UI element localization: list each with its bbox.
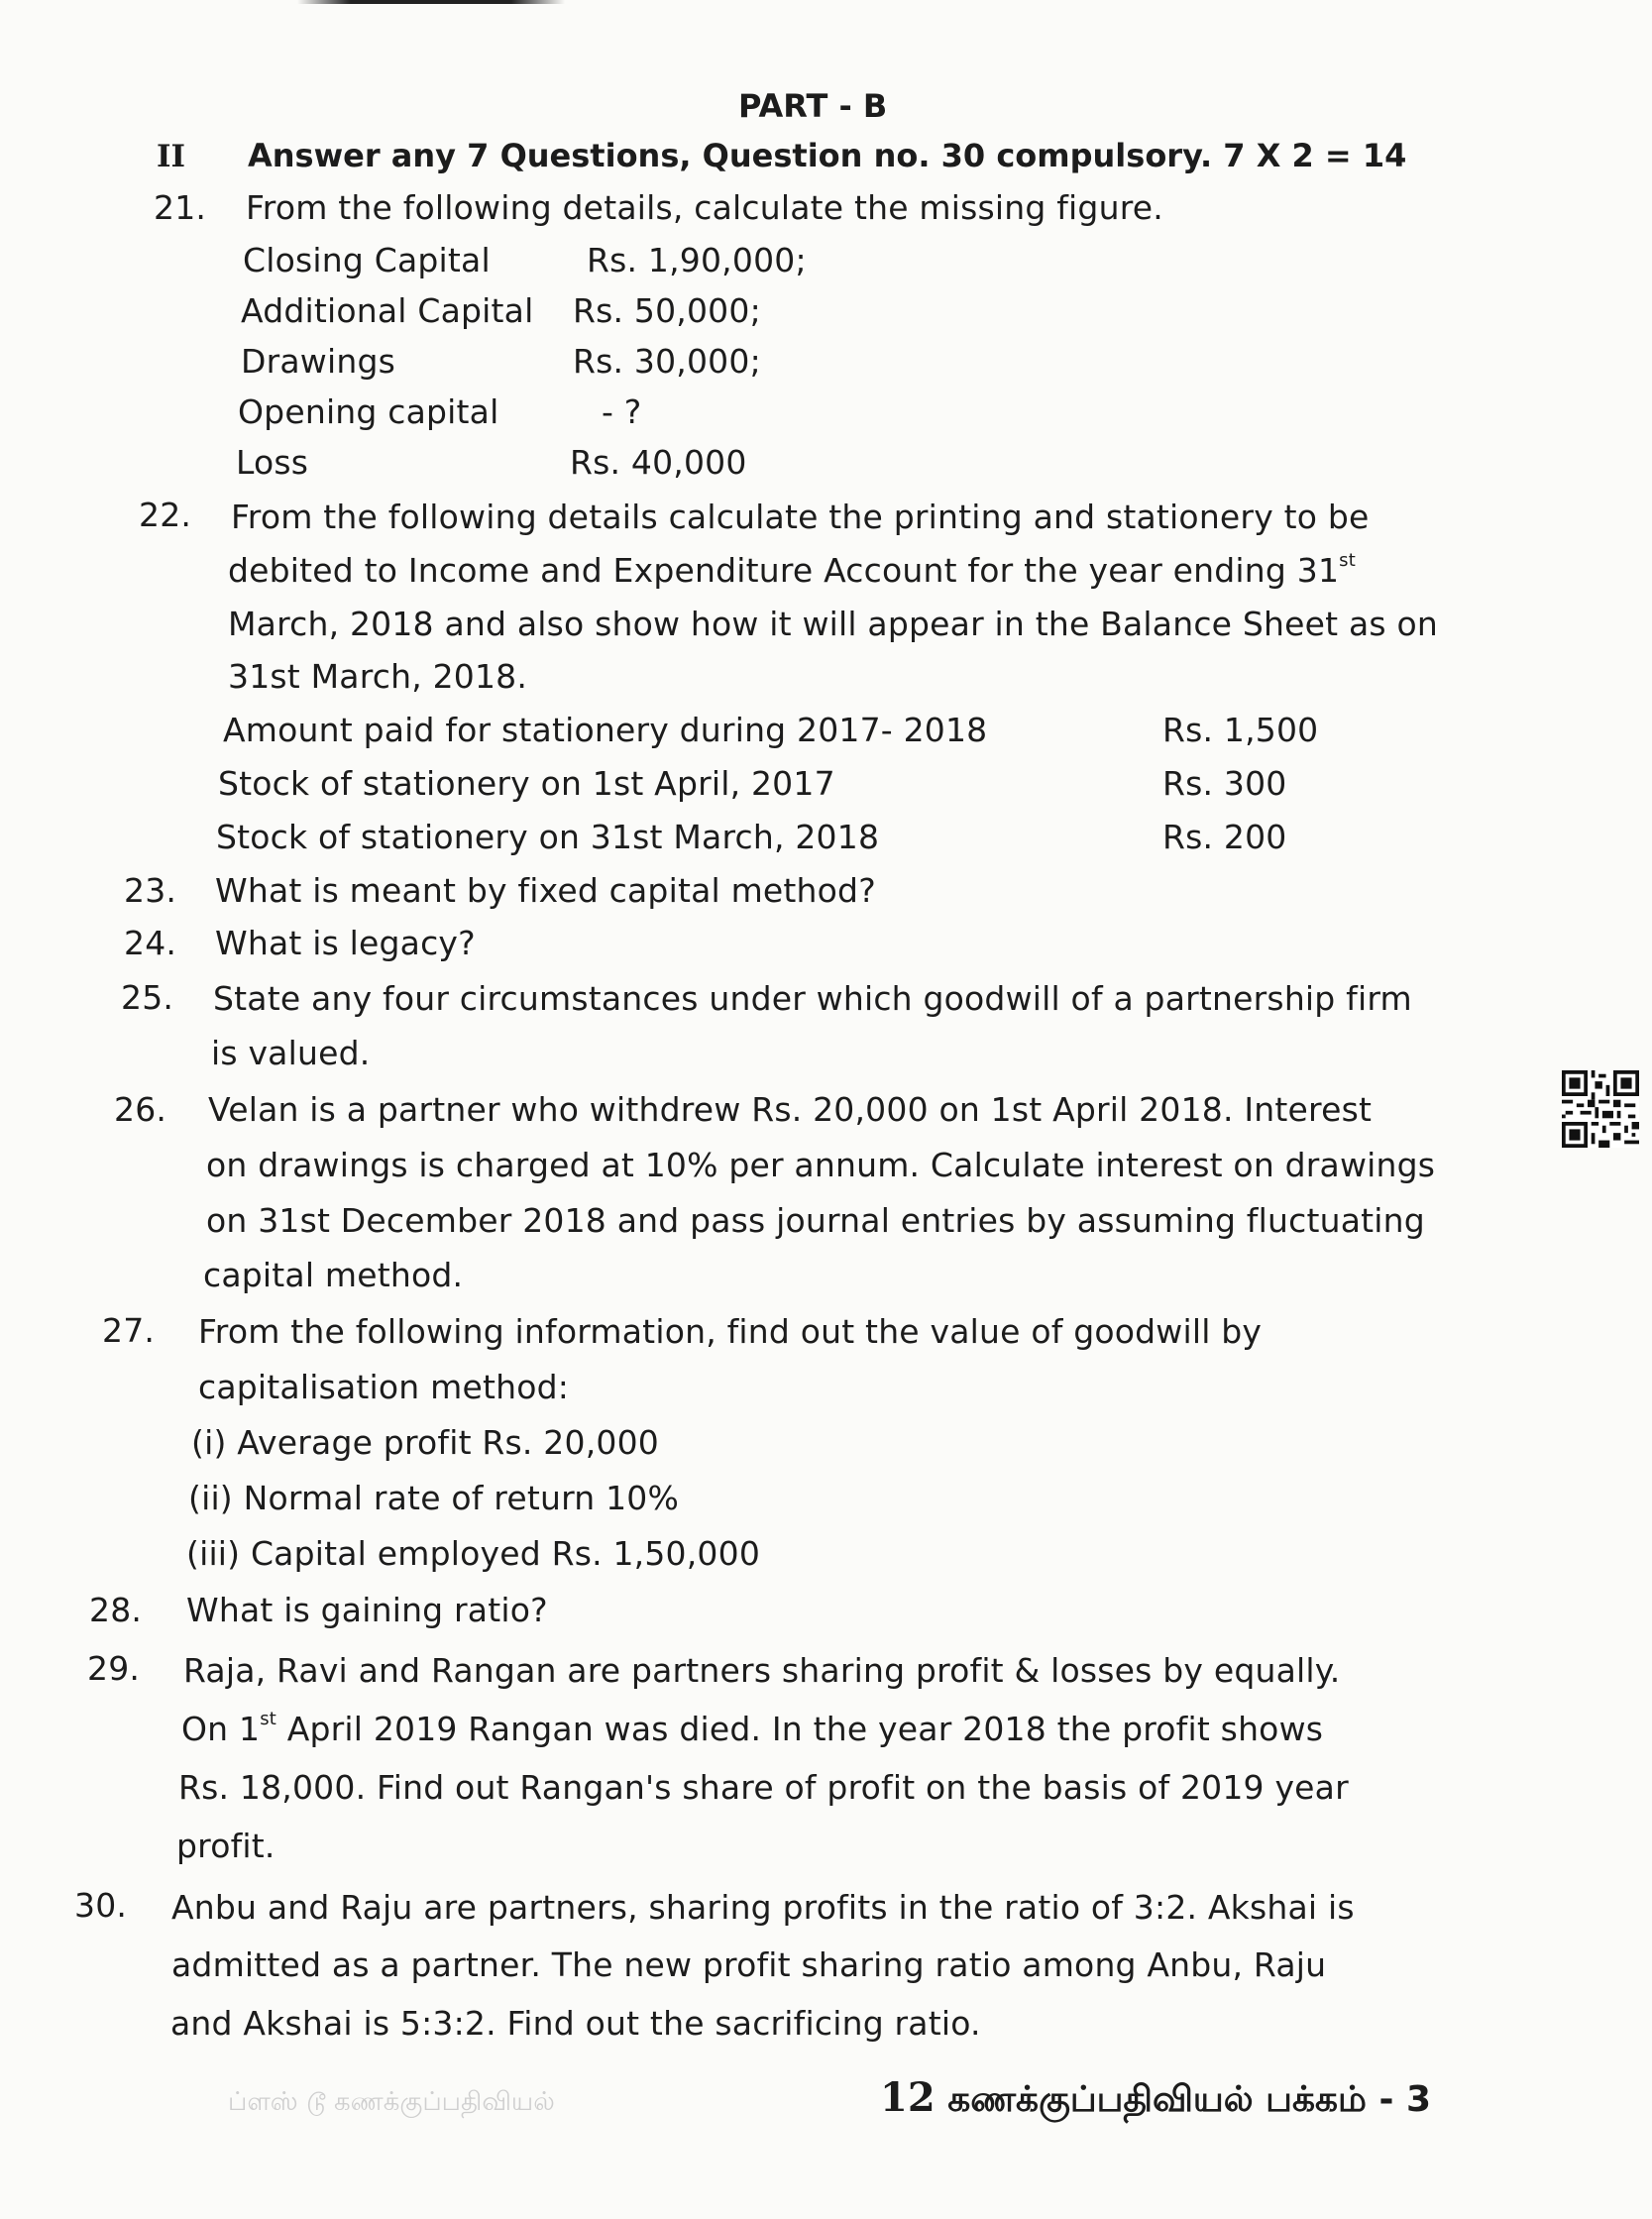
question-26-text-line: on drawings is charged at 10% per annum. Calculate interest on drawings [206,1146,1436,1184]
question-23-text: What is meant by fixed capital method? [215,871,876,910]
question-29-number: 29. [87,1649,141,1688]
question-30-text-line: Anbu and Raju are partners, sharing profits in the ratio of 3:2. Akshai is [171,1888,1355,1927]
question-number: 22. [139,496,192,534]
section-instruction: Answer any 7 Questions, Question no. 30 compulsory. 7 X 2 = 14 [248,137,1407,174]
superscript: st [1339,550,1356,571]
question-30-text-line: and Akshai is 5:3:2. Find out the sacrificing ratio. [170,2004,981,2043]
question-text-line [228,551,1356,590]
item-label: Stock of stationery on 31st March, 2018 [216,818,880,856]
question-text: From the following details, calculate the missing figure. [246,188,1163,227]
question-27-item: (ii) Normal rate of return 10% [188,1479,680,1517]
item-label: Opening capital [238,392,499,431]
item-label: Loss [236,443,309,482]
question-24-number: 24. [124,924,177,962]
part-title: PART - B [738,87,888,125]
text: On 1 [181,1710,261,1748]
question-27-item: (iii) Capital employed Rs. 1,50,000 [186,1534,761,1573]
item-label: Drawings [241,342,396,381]
class-number: 12 [880,2074,936,2121]
item-value: Rs. 40,000 [570,443,747,482]
question-27-text-line: capitalisation method: [198,1368,570,1406]
question-number: 21. [154,188,207,227]
text: debited to Income and Expenditure Account for the year ending 31 [228,551,1340,590]
question-26-number: 26. [114,1090,167,1129]
item-value: - ? [602,392,642,431]
question-26-text-line: Velan is a partner who withdrew Rs. 20,000 on 1st April 2018. Interest [208,1090,1373,1129]
question-28-number: 28. [89,1591,143,1629]
question-29-text-line [181,1710,1323,1748]
item-value: Rs. 50,000; [573,291,761,330]
faint-watermark: ப்ளஸ் டூ கணக்குப்பதிவியல் [228,2087,555,2117]
question-25-text-line: State any four circumstances under which goodwill of a partnership firm [213,979,1412,1018]
item-label: Additional Capital [241,291,534,330]
qr-code-icon [1561,1070,1640,1148]
question-text-line: From the following details calculate the printing and stationery to be [231,498,1370,536]
item-label: Stock of stationery on 1st April, 2017 [218,764,835,803]
question-26-text-line: on 31st December 2018 and pass journal entries by assuming fluctuating [206,1201,1425,1240]
question-28-text: What is gaining ratio? [186,1591,548,1629]
question-27-item: (i) Average profit Rs. 20,000 [191,1423,659,1462]
subject-page-label: கணக்குப்பதிவியல் பக்கம் - 3 [947,2079,1432,2120]
question-29-text-line: Raja, Ravi and Rangan are partners sharing profit & losses by equally. [183,1651,1341,1690]
section-numeral: II [157,139,186,174]
item-value: Rs. 1,500 [1162,711,1319,749]
item-label: Closing Capital [243,241,491,279]
question-29-text-line: profit. [176,1827,275,1865]
question-text-line: March, 2018 and also show how it will appear in the Balance Sheet as on [228,605,1438,643]
item-value: Rs. 200 [1162,818,1287,856]
page-footer [880,2074,1431,2125]
question-29-text-line: Rs. 18,000. Find out Rangan's share of profit on the basis of 2019 year [178,1768,1349,1807]
question-25-text-line: is valued. [211,1034,371,1072]
question-30-number: 30. [74,1886,128,1925]
question-26-text-line: capital method. [203,1256,464,1294]
question-23-number: 23. [124,871,177,910]
question-27-number: 27. [102,1311,156,1350]
question-30-text-line: admitted as a partner. The new profit sharing ratio among Anbu, Raju [171,1945,1327,1984]
page-edge-shadow [297,0,565,4]
item-value: Rs. 30,000; [573,342,761,381]
question-24-text: What is legacy? [215,924,476,962]
question-25-number: 25. [121,978,174,1017]
item-value: Rs. 300 [1162,764,1287,803]
question-27-text-line: From the following information, find out the value of goodwill by [198,1312,1263,1351]
item-label: Amount paid for stationery during 2017- 2018 [223,711,988,749]
text: April 2019 Rangan was died. In the year 2018 the profit shows [276,1710,1324,1748]
superscript: st [260,1709,277,1729]
item-value: Rs. 1,90,000; [587,241,807,279]
question-text-line: 31st March, 2018. [228,657,528,696]
